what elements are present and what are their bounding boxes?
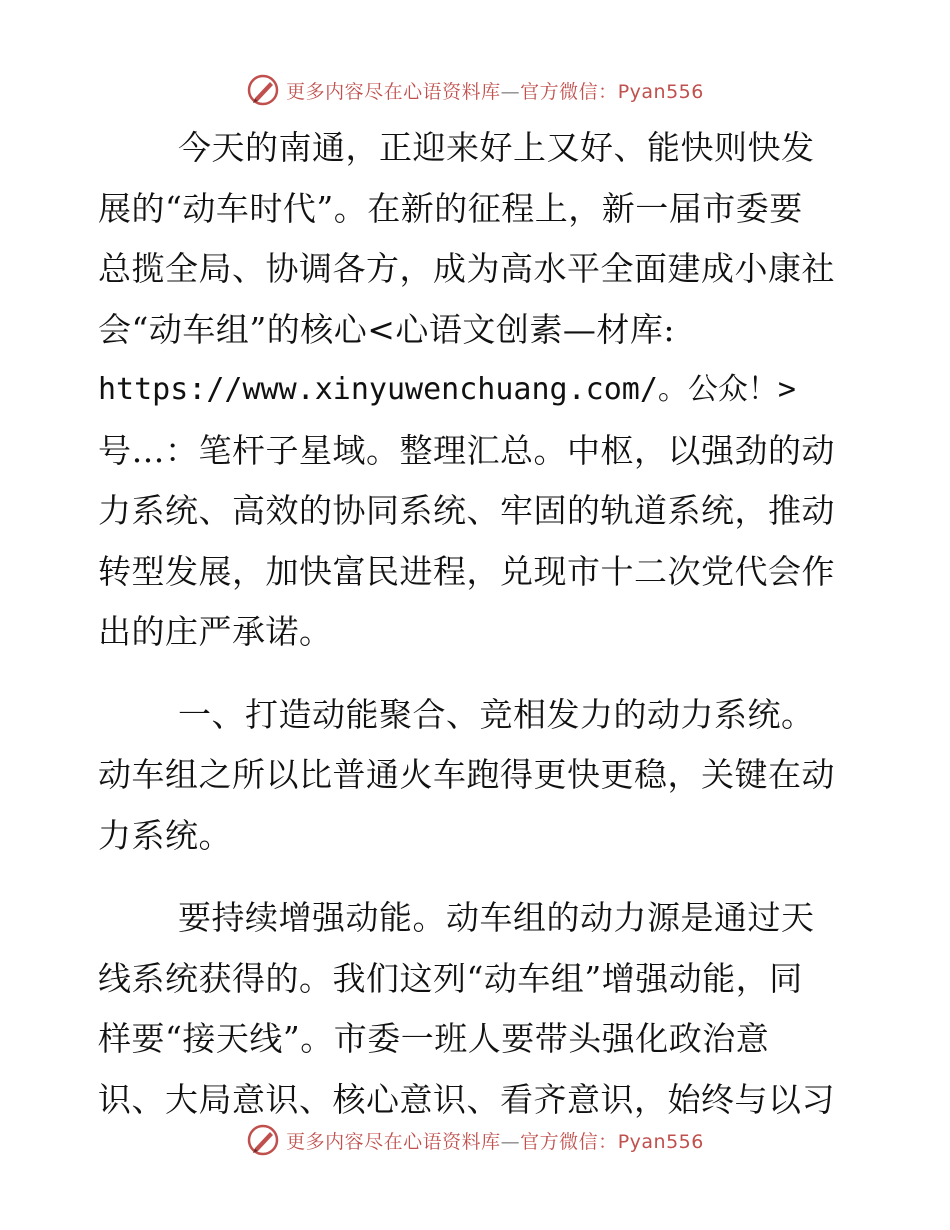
text-line: 号…：笔杆子星域。整理汇总。中枢，以强劲的动 <box>98 430 835 470</box>
brush-logo-icon <box>246 1123 280 1157</box>
brush-logo-icon <box>246 73 280 107</box>
text-line: 总揽全局、协调各方，成为高水平全面建成小康社 <box>98 249 835 288</box>
text-line: 今天的南通，正迎来好上又好、能快则快发 <box>178 128 815 167</box>
document-body <box>98 118 858 1130</box>
text-line: 线系统获得的。我们这列“动车组”增强动能，同 <box>98 958 803 998</box>
footer-watermark <box>0 1120 950 1160</box>
text-line: 样要“接天线”。市委一班人要带头强化政治意 <box>98 1019 770 1058</box>
watermark-text: 更多内容尽在心语资料库—官方微信：Pyan556 <box>286 80 704 103</box>
paragraph-3 <box>98 888 858 1130</box>
text-line: 力系统。 <box>98 815 232 855</box>
text-line: 要持续增强动能。动车组的动力源是通过天 <box>178 898 815 937</box>
text-line: 动车组之所以比普通火车跑得更快更稳，关键在动 <box>98 755 835 794</box>
header-watermark <box>0 70 950 110</box>
text-line: 展的“动车时代”。在新的征程上，新一届市委要 <box>98 188 803 228</box>
text-line: 出的庄严承诺。 <box>98 612 333 651</box>
text-line: 力系统、高效的协同系统、牢固的轨道系统，推动 <box>98 491 835 530</box>
text-line: 转型发展，加快富民进程，兑现市十二次党代会作 <box>98 551 835 591</box>
paragraph-2 <box>98 685 858 867</box>
text-line: 识、大局意识、核心意识、看齐意识，始终与以习 <box>98 1079 835 1119</box>
section-heading-line: 一、打造动能聚合、竞相发力的动力系统。 <box>178 694 815 734</box>
url-line: https://www.xinyuwenchuang.com/。公众！> <box>98 372 796 407</box>
paragraph-1 <box>98 118 858 663</box>
text-line: 会“动车组”的核心<心语文创素—材库: <box>98 309 676 349</box>
watermark-text: 更多内容尽在心语资料库—官方微信：Pyan556 <box>286 1130 704 1153</box>
